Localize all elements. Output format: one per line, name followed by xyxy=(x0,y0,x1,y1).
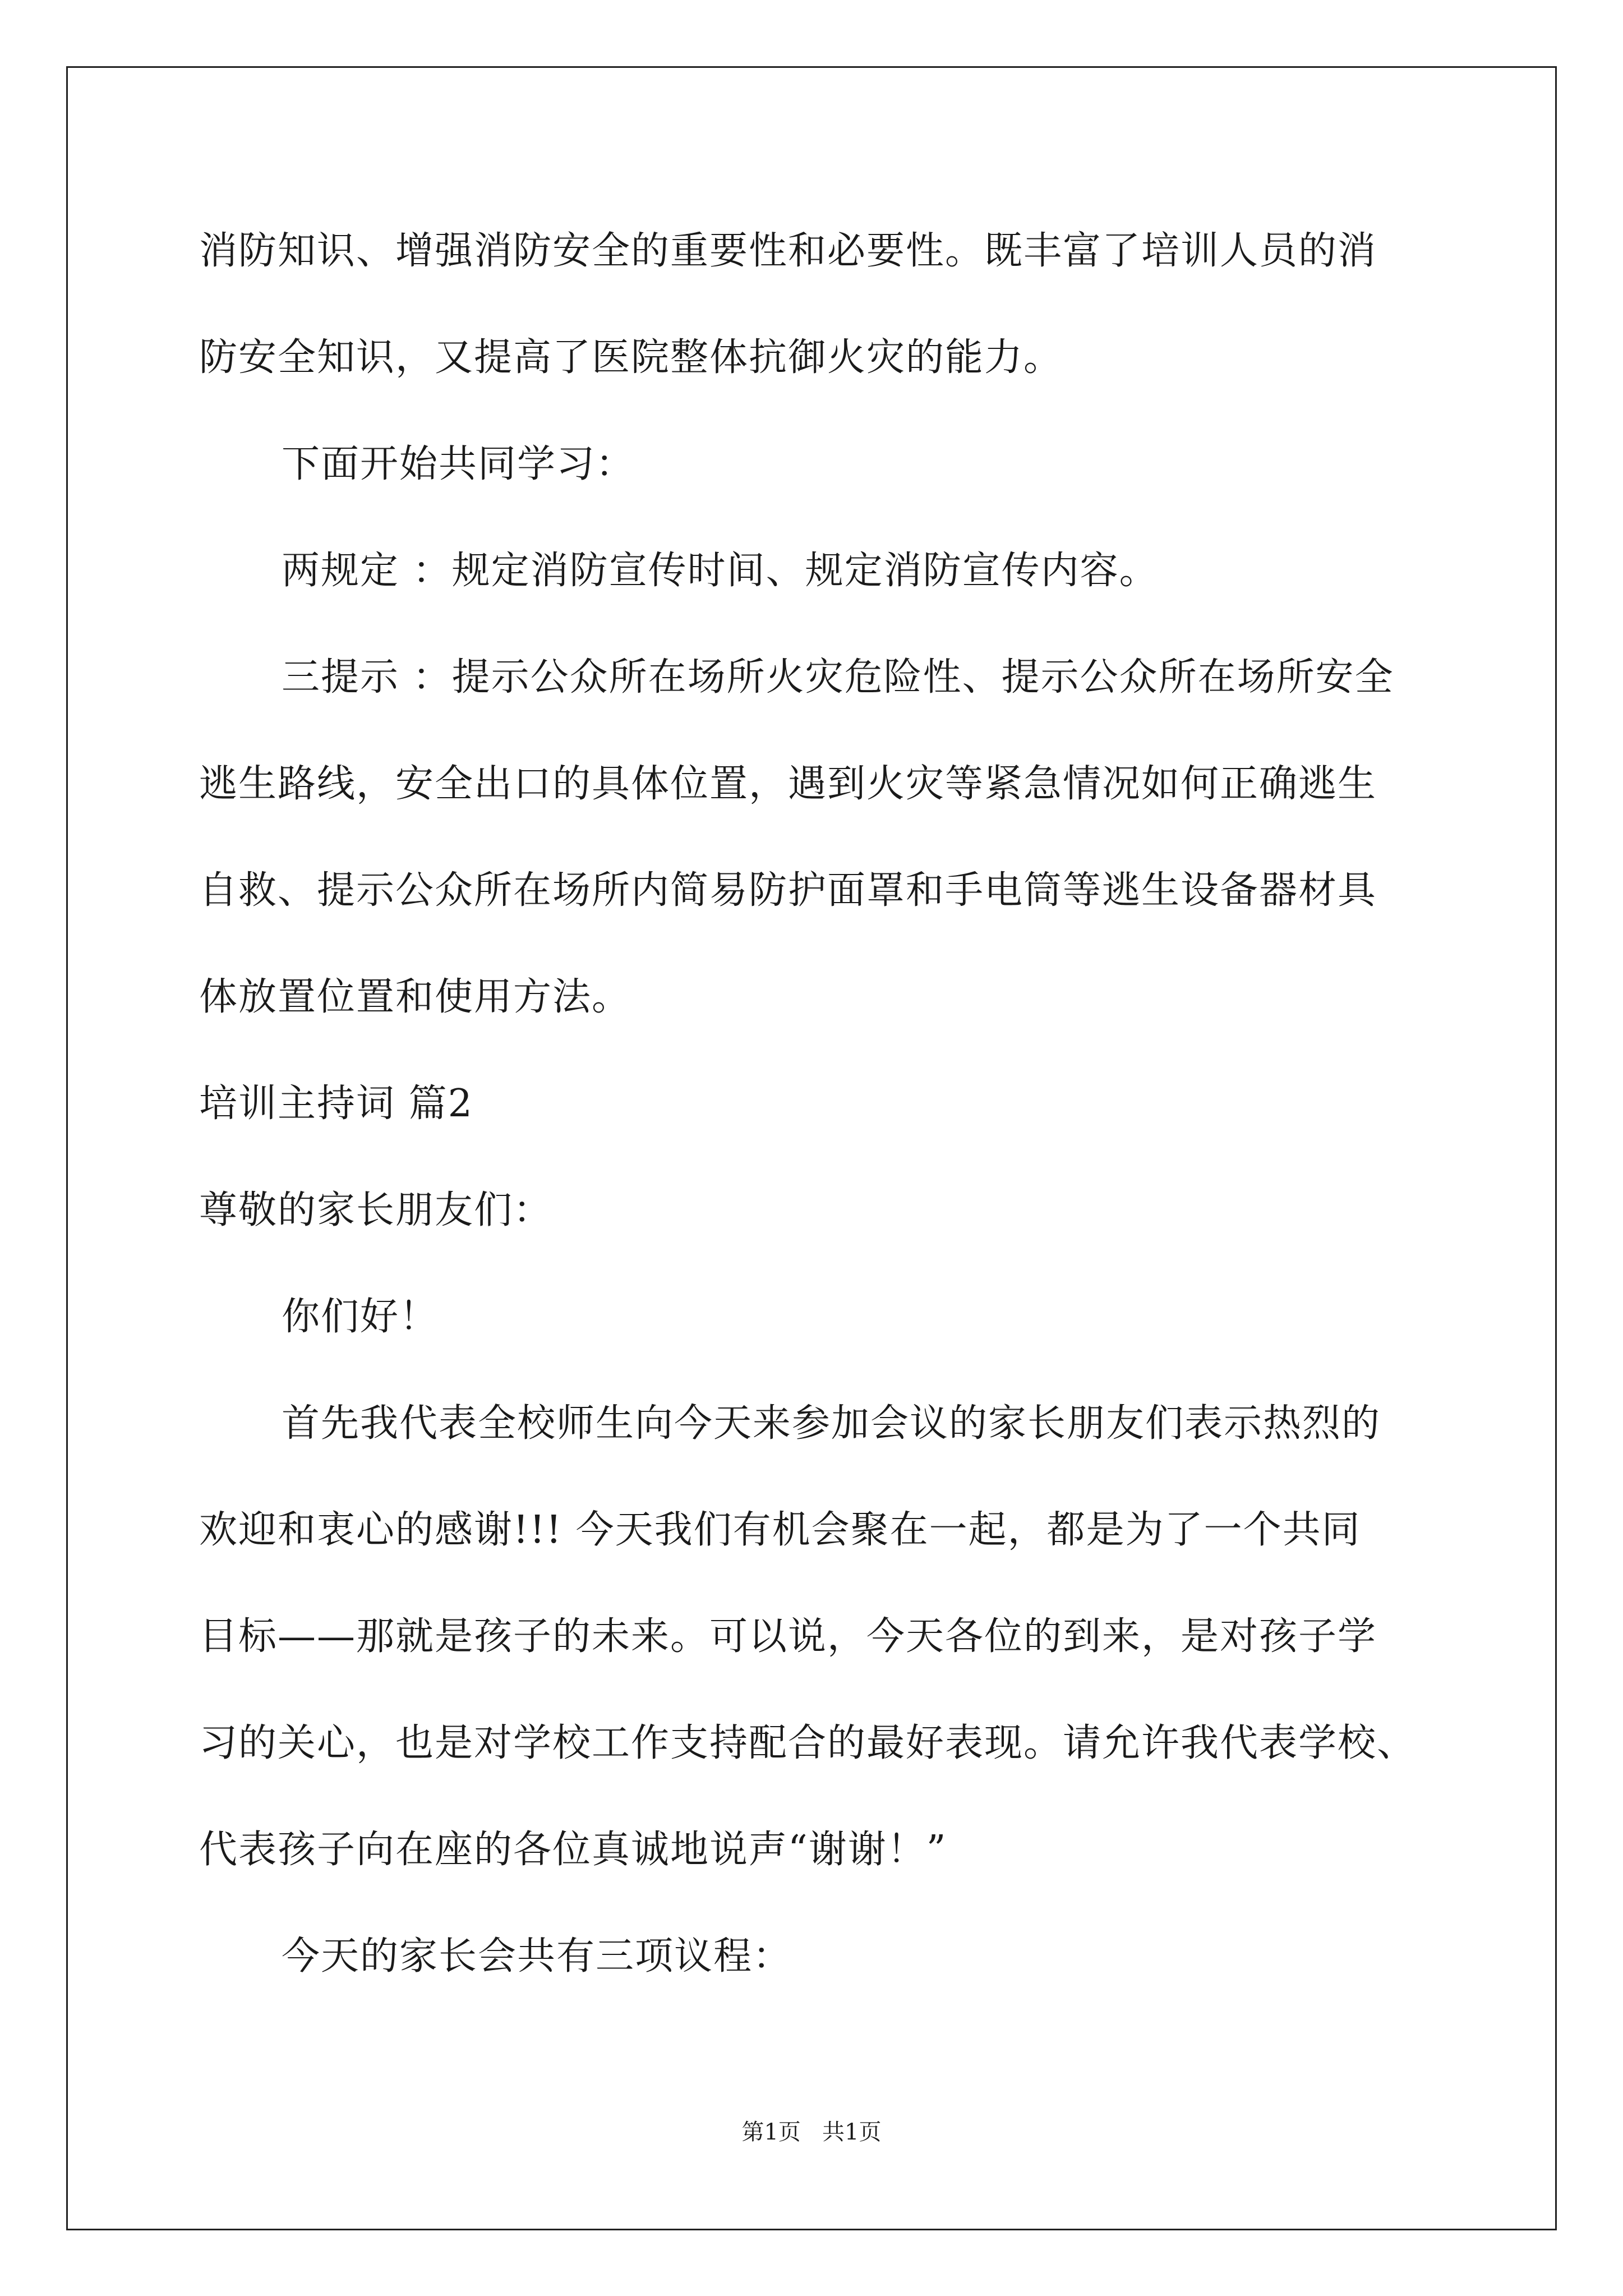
greeting: 你们好！ xyxy=(282,1295,439,1339)
body-text-line: 代表孩子向在座的各位真诚地说声“谢谢！” xyxy=(199,1828,947,1872)
page-footer: 第1页 共1页 xyxy=(741,2119,882,2145)
body-text-line: 习的关心，也是对学校工作支持配合的最好表现。请允许我代表学校、 xyxy=(199,1721,1417,1765)
body-text-line: 欢迎和衷心的感谢!!! 今天我们有机会聚在一起，都是为了一个共同 xyxy=(199,1508,1361,1552)
body-text-line: 下面开始共同学习： xyxy=(282,442,635,486)
body-text-line: 目标——那就是孩子的未来。可以说，今天各位的到来，是对孩子学 xyxy=(199,1614,1377,1659)
body-text-line: 消防知识、增强消防安全的重要性和必要性。既丰富了培训人员的消 xyxy=(199,229,1377,273)
salutation: 尊敬的家长朋友们： xyxy=(199,1188,553,1232)
body-text-line: 首先我代表全校师生向今天来参加会议的家长朋友们表示热烈的 xyxy=(282,1401,1381,1446)
body-text-line: 今天的家长会共有三项议程： xyxy=(282,1934,792,1978)
body-text-line: 三提示 ：提示公众所在场所火灾危险性、提示公众所在场所安全 xyxy=(282,655,1394,700)
page-border xyxy=(66,66,1557,2230)
body-text-line: 自救、提示公众所在场所内简易防护面罩和手电筒等逃生设备器材具 xyxy=(199,868,1377,913)
body-text-line: 逃生路线，安全出口的具体位置，遇到火灾等紧急情况如何正确逃生 xyxy=(199,762,1377,806)
body-text-line: 防安全知识，又提高了医院整体抗御火灾的能力。 xyxy=(199,335,1063,380)
body-text-line: 两规定 ：规定消防宣传时间、规定消防宣传内容。 xyxy=(282,549,1159,593)
section-heading: 培训主持词 篇2 xyxy=(199,1082,473,1126)
body-text-line: 体放置位置和使用方法。 xyxy=(199,975,631,1019)
